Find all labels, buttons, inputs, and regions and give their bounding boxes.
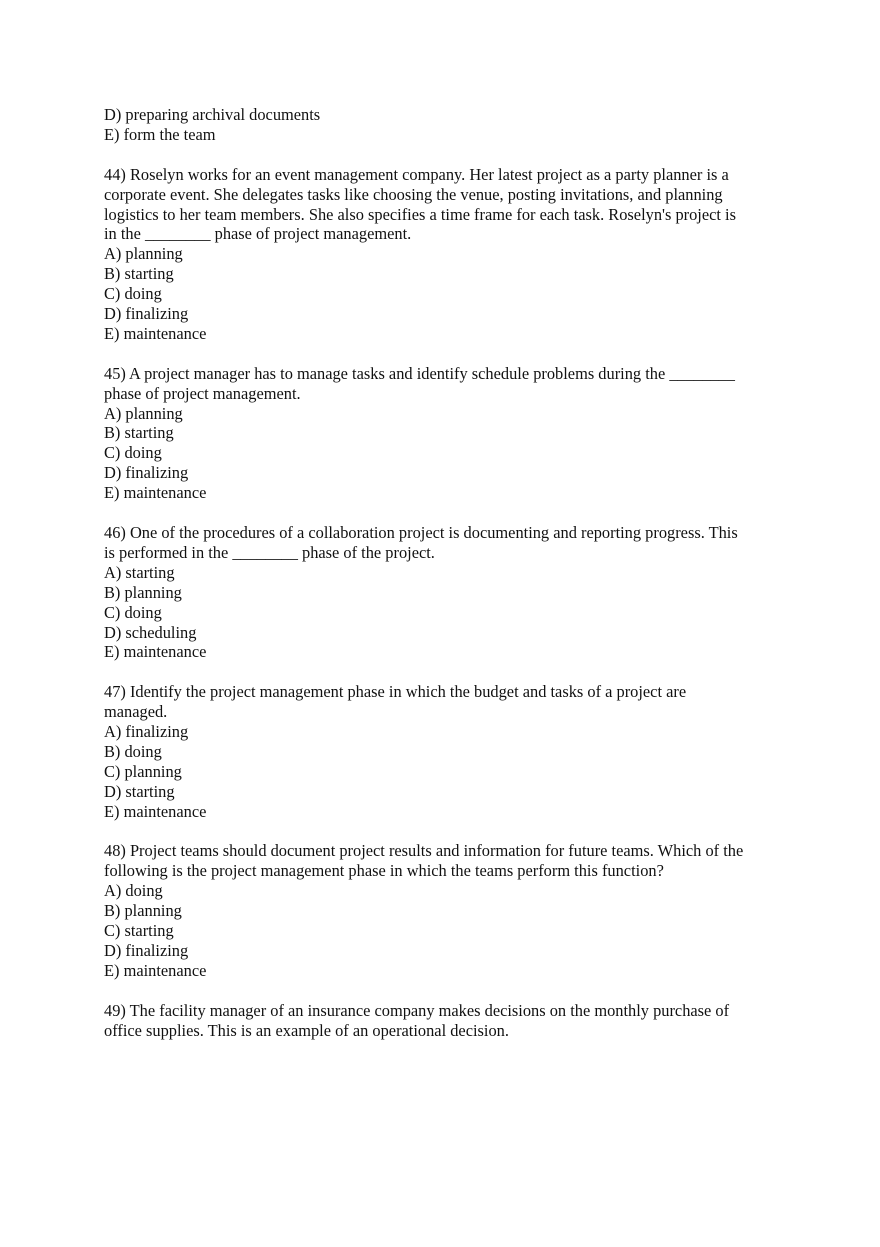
option-b: B) planning	[104, 582, 182, 602]
option-b: B) starting	[104, 423, 174, 443]
question-48	[104, 841, 794, 980]
question-stem-line: office supplies. This is an example of an operational decision.	[104, 1020, 509, 1040]
question-stem-line: following is the project management phase in which the teams perform this function?	[104, 861, 664, 881]
option-e: E) maintenance	[104, 323, 207, 343]
option-a: A) planning	[104, 403, 183, 423]
question-stem-line: logistics to her team members. She also specifies a time frame for each task. Roselyn's project is	[104, 204, 736, 224]
option-d: D) finalizing	[104, 304, 189, 324]
option-b: B) starting	[104, 264, 174, 284]
option-e: E) maintenance	[104, 642, 207, 662]
option-c: C) planning	[104, 761, 182, 781]
question-stem-line: 46) One of the procedures of a collaboration project is documenting and reporting progress. This	[104, 522, 738, 542]
question-stem-line: 49) The facility manager of an insurance company makes decisions on the monthly purchase of	[104, 1000, 730, 1020]
option-c: C) doing	[104, 443, 162, 463]
option-d: D) finalizing	[104, 940, 189, 960]
paragraph-gap	[104, 503, 794, 523]
question-stem-line: 44) Roselyn works for an event management company. Her latest project as a party planner is a	[104, 164, 729, 184]
option-c: C) starting	[104, 921, 174, 941]
question-stem-line: managed.	[104, 702, 168, 722]
paragraph-gap	[104, 145, 794, 165]
paragraph-gap	[104, 662, 794, 682]
question-stem-line: is performed in the ________ phase of the project.	[104, 542, 435, 562]
question-stem-line: phase of project management.	[104, 383, 301, 403]
question-45	[104, 364, 794, 503]
option-b: B) doing	[104, 741, 162, 761]
question-stem-line: 47) Identify the project management phase in which the budget and tasks of a project are	[104, 682, 687, 702]
option-b: B) planning	[104, 901, 182, 921]
question-stem-line: 45) A project manager has to manage tasks and identify schedule problems during the ________	[104, 363, 735, 383]
option-c: C) doing	[104, 602, 162, 622]
paragraph-gap	[104, 344, 794, 364]
question-46	[104, 523, 794, 662]
option-e: E) maintenance	[104, 960, 207, 980]
question-49	[104, 1001, 794, 1041]
option-c: C) doing	[104, 284, 162, 304]
paragraph-gap	[104, 981, 794, 1001]
option-text: D) preparing archival documents	[104, 105, 321, 124]
option-a: A) planning	[104, 244, 183, 264]
question-stem-line: corporate event. She delegates tasks like choosing the venue, posting invitations, and planning	[104, 184, 723, 204]
carryover-options	[104, 105, 794, 145]
option-d: D) scheduling	[104, 622, 197, 642]
option-a: A) finalizing	[104, 722, 189, 742]
question-stem-line: 48) Project teams should document project results and information for future teams. Which of the	[104, 841, 744, 861]
option-text: E) form the team	[104, 124, 216, 144]
paragraph-gap	[104, 822, 794, 842]
document-page	[104, 105, 794, 1041]
option-a: A) doing	[104, 881, 163, 901]
option-e: E) maintenance	[104, 801, 207, 821]
option-d: D) finalizing	[104, 463, 189, 483]
question-stem-line: in the ________ phase of project management.	[104, 224, 412, 244]
option-a: A) starting	[104, 562, 175, 582]
question-47	[104, 682, 794, 821]
question-44	[104, 165, 794, 344]
option-e: E) maintenance	[104, 483, 207, 503]
option-d: D) starting	[104, 781, 175, 801]
